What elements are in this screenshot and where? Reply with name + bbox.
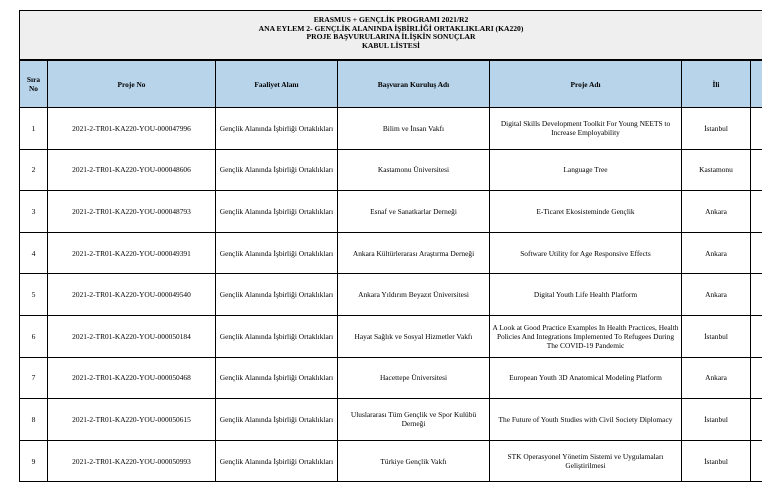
- cell-faaliyet: Gençlik Alanında İşbirliği Ortaklıkları: [216, 108, 338, 150]
- cell-no: 2: [20, 149, 48, 191]
- cell-proje-adi: E-Ticaret Ekosisteminde Gençlik: [490, 191, 682, 233]
- cell-kurulus: Hayat Sağlık ve Sosyal Hizmetler Vakfı: [338, 315, 490, 357]
- cell-extra: [751, 149, 762, 191]
- col-header-kurulus: Başvuran Kuruluş Adı: [338, 61, 490, 108]
- cell-faaliyet: Gençlik Alanında İşbirliği Ortaklıkları: [216, 232, 338, 274]
- cell-kurulus: Türkiye Gençlik Vakfı: [338, 440, 490, 482]
- cell-no: 1: [20, 108, 48, 150]
- cell-proje-adi: Digital Youth Life Health Platform: [490, 274, 682, 316]
- cell-proje-adi: Language Tree: [490, 149, 682, 191]
- col-header-faaliyet: Faaliyet Alanı: [216, 61, 338, 108]
- table-header-row: [20, 61, 762, 108]
- cell-proje-no: 2021-2-TR01-KA220-YOU-000048606: [48, 149, 216, 191]
- cell-faaliyet: Gençlik Alanında İşbirliği Ortaklıkları: [216, 315, 338, 357]
- cell-extra: [751, 232, 762, 274]
- cell-extra: [751, 315, 762, 357]
- cell-proje-no: 2021-2-TR01-KA220-YOU-000049540: [48, 274, 216, 316]
- cell-extra: [751, 357, 762, 399]
- cell-no: 9: [20, 440, 48, 482]
- cell-extra: [751, 399, 762, 441]
- cell-faaliyet: Gençlik Alanında İşbirliği Ortaklıkları: [216, 357, 338, 399]
- cell-kurulus: Esnaf ve Sanatkarlar Derneği: [338, 191, 490, 233]
- cell-proje-adi: Digital Skills Development Toolkit For Young NEETS to Increase Employability: [490, 108, 682, 150]
- col-header-il: İli: [682, 61, 751, 108]
- table-row: [20, 315, 762, 357]
- cell-il: Kastamonu: [682, 149, 751, 191]
- cell-proje-adi: Software Utility for Age Responsive Effects: [490, 232, 682, 274]
- acceptance-table: [19, 60, 762, 482]
- cell-extra: [751, 108, 762, 150]
- cell-kurulus: Kastamonu Üniversitesi: [338, 149, 490, 191]
- col-header-extra: [751, 61, 762, 108]
- table-row: [20, 399, 762, 441]
- header-line-1: ERASMUS + GENÇLİK PROGRAMI 2021/R2: [313, 15, 469, 24]
- cell-kurulus: Ankara Kültürlerarası Araştırma Derneği: [338, 232, 490, 274]
- col-header-proje-no: Proje No: [48, 61, 216, 108]
- col-header-sira-no: Sıra No: [20, 61, 48, 108]
- cell-no: 7: [20, 357, 48, 399]
- cell-extra: [751, 440, 762, 482]
- cell-no: 8: [20, 399, 48, 441]
- col-header-proje-adi: Proje Adı: [490, 61, 682, 108]
- cell-faaliyet: Gençlik Alanında İşbirliği Ortaklıkları: [216, 149, 338, 191]
- cell-proje-no: 2021-2-TR01-KA220-YOU-000050615: [48, 399, 216, 441]
- cell-il: Ankara: [682, 357, 751, 399]
- cell-extra: [751, 191, 762, 233]
- cell-faaliyet: Gençlik Alanında İşbirliği Ortaklıkları: [216, 399, 338, 441]
- cell-proje-no: 2021-2-TR01-KA220-YOU-000049391: [48, 232, 216, 274]
- cell-faaliyet: Gençlik Alanında İşbirliği Ortaklıkları: [216, 440, 338, 482]
- cell-proje-adi: European Youth 3D Anatomical Modeling Platform: [490, 357, 682, 399]
- cell-proje-no: 2021-2-TR01-KA220-YOU-000050993: [48, 440, 216, 482]
- cell-kurulus: Bilim ve İnsan Vakfı: [338, 108, 490, 150]
- cell-proje-adi: The Future of Youth Studies with Civil Society Diplomacy: [490, 399, 682, 441]
- header-line-2: ANA EYLEM 2- GENÇLİK ALANINDA İŞBİRLİĞİ ORTAKLIKLARI (KA220): [258, 23, 524, 33]
- cell-proje-no: 2021-2-TR01-KA220-YOU-000050468: [48, 357, 216, 399]
- cell-il: İstanbul: [682, 108, 751, 150]
- cell-il: İstanbul: [682, 315, 751, 357]
- cell-no: 5: [20, 274, 48, 316]
- header-line-4: KABUL LİSTESİ: [361, 40, 421, 50]
- cell-il: Ankara: [682, 191, 751, 233]
- cell-faaliyet: Gençlik Alanında İşbirliği Ortaklıkları: [216, 191, 338, 233]
- table-row: [20, 108, 762, 150]
- header-line-3: PROJE BAŞVURULARINA İLİŞKİN SONUÇLAR: [306, 32, 476, 42]
- cell-proje-no: 2021-2-TR01-KA220-YOU-000050184: [48, 315, 216, 357]
- cell-no: 3: [20, 191, 48, 233]
- cell-extra: [751, 274, 762, 316]
- table-row: [20, 191, 762, 233]
- cell-no: 6: [20, 315, 48, 357]
- table-row: [20, 440, 762, 482]
- table-row: [20, 149, 762, 191]
- cell-proje-adi: A Look at Good Practice Examples In Health Practices, Health Policies And Integrations Implemented To Refugees During The COVID-19 Pandemic: [490, 315, 682, 357]
- table-row: [20, 357, 762, 399]
- document-header: [19, 10, 762, 60]
- table-row: [20, 232, 762, 274]
- cell-il: Ankara: [682, 232, 751, 274]
- cell-il: Ankara: [682, 274, 751, 316]
- cell-proje-no: 2021-2-TR01-KA220-YOU-000047996: [48, 108, 216, 150]
- cell-no: 4: [20, 232, 48, 274]
- cell-il: İstanbul: [682, 399, 751, 441]
- table-row: [20, 274, 762, 316]
- cell-proje-adi: STK Operasyonel Yönetim Sistemi ve Uygulamaları Geliştirilmesi: [490, 440, 682, 482]
- cell-il: İstanbul: [682, 440, 751, 482]
- cell-kurulus: Hacettepe Üniversitesi: [338, 357, 490, 399]
- cell-proje-no: 2021-2-TR01-KA220-YOU-000048793: [48, 191, 216, 233]
- cell-faaliyet: Gençlik Alanında İşbirliği Ortaklıkları: [216, 274, 338, 316]
- cell-kurulus: Uluslararası Tüm Gençlik ve Spor Kulübü Derneği: [338, 399, 490, 441]
- cell-kurulus: Ankara Yıldırım Beyazıt Üniversitesi: [338, 274, 490, 316]
